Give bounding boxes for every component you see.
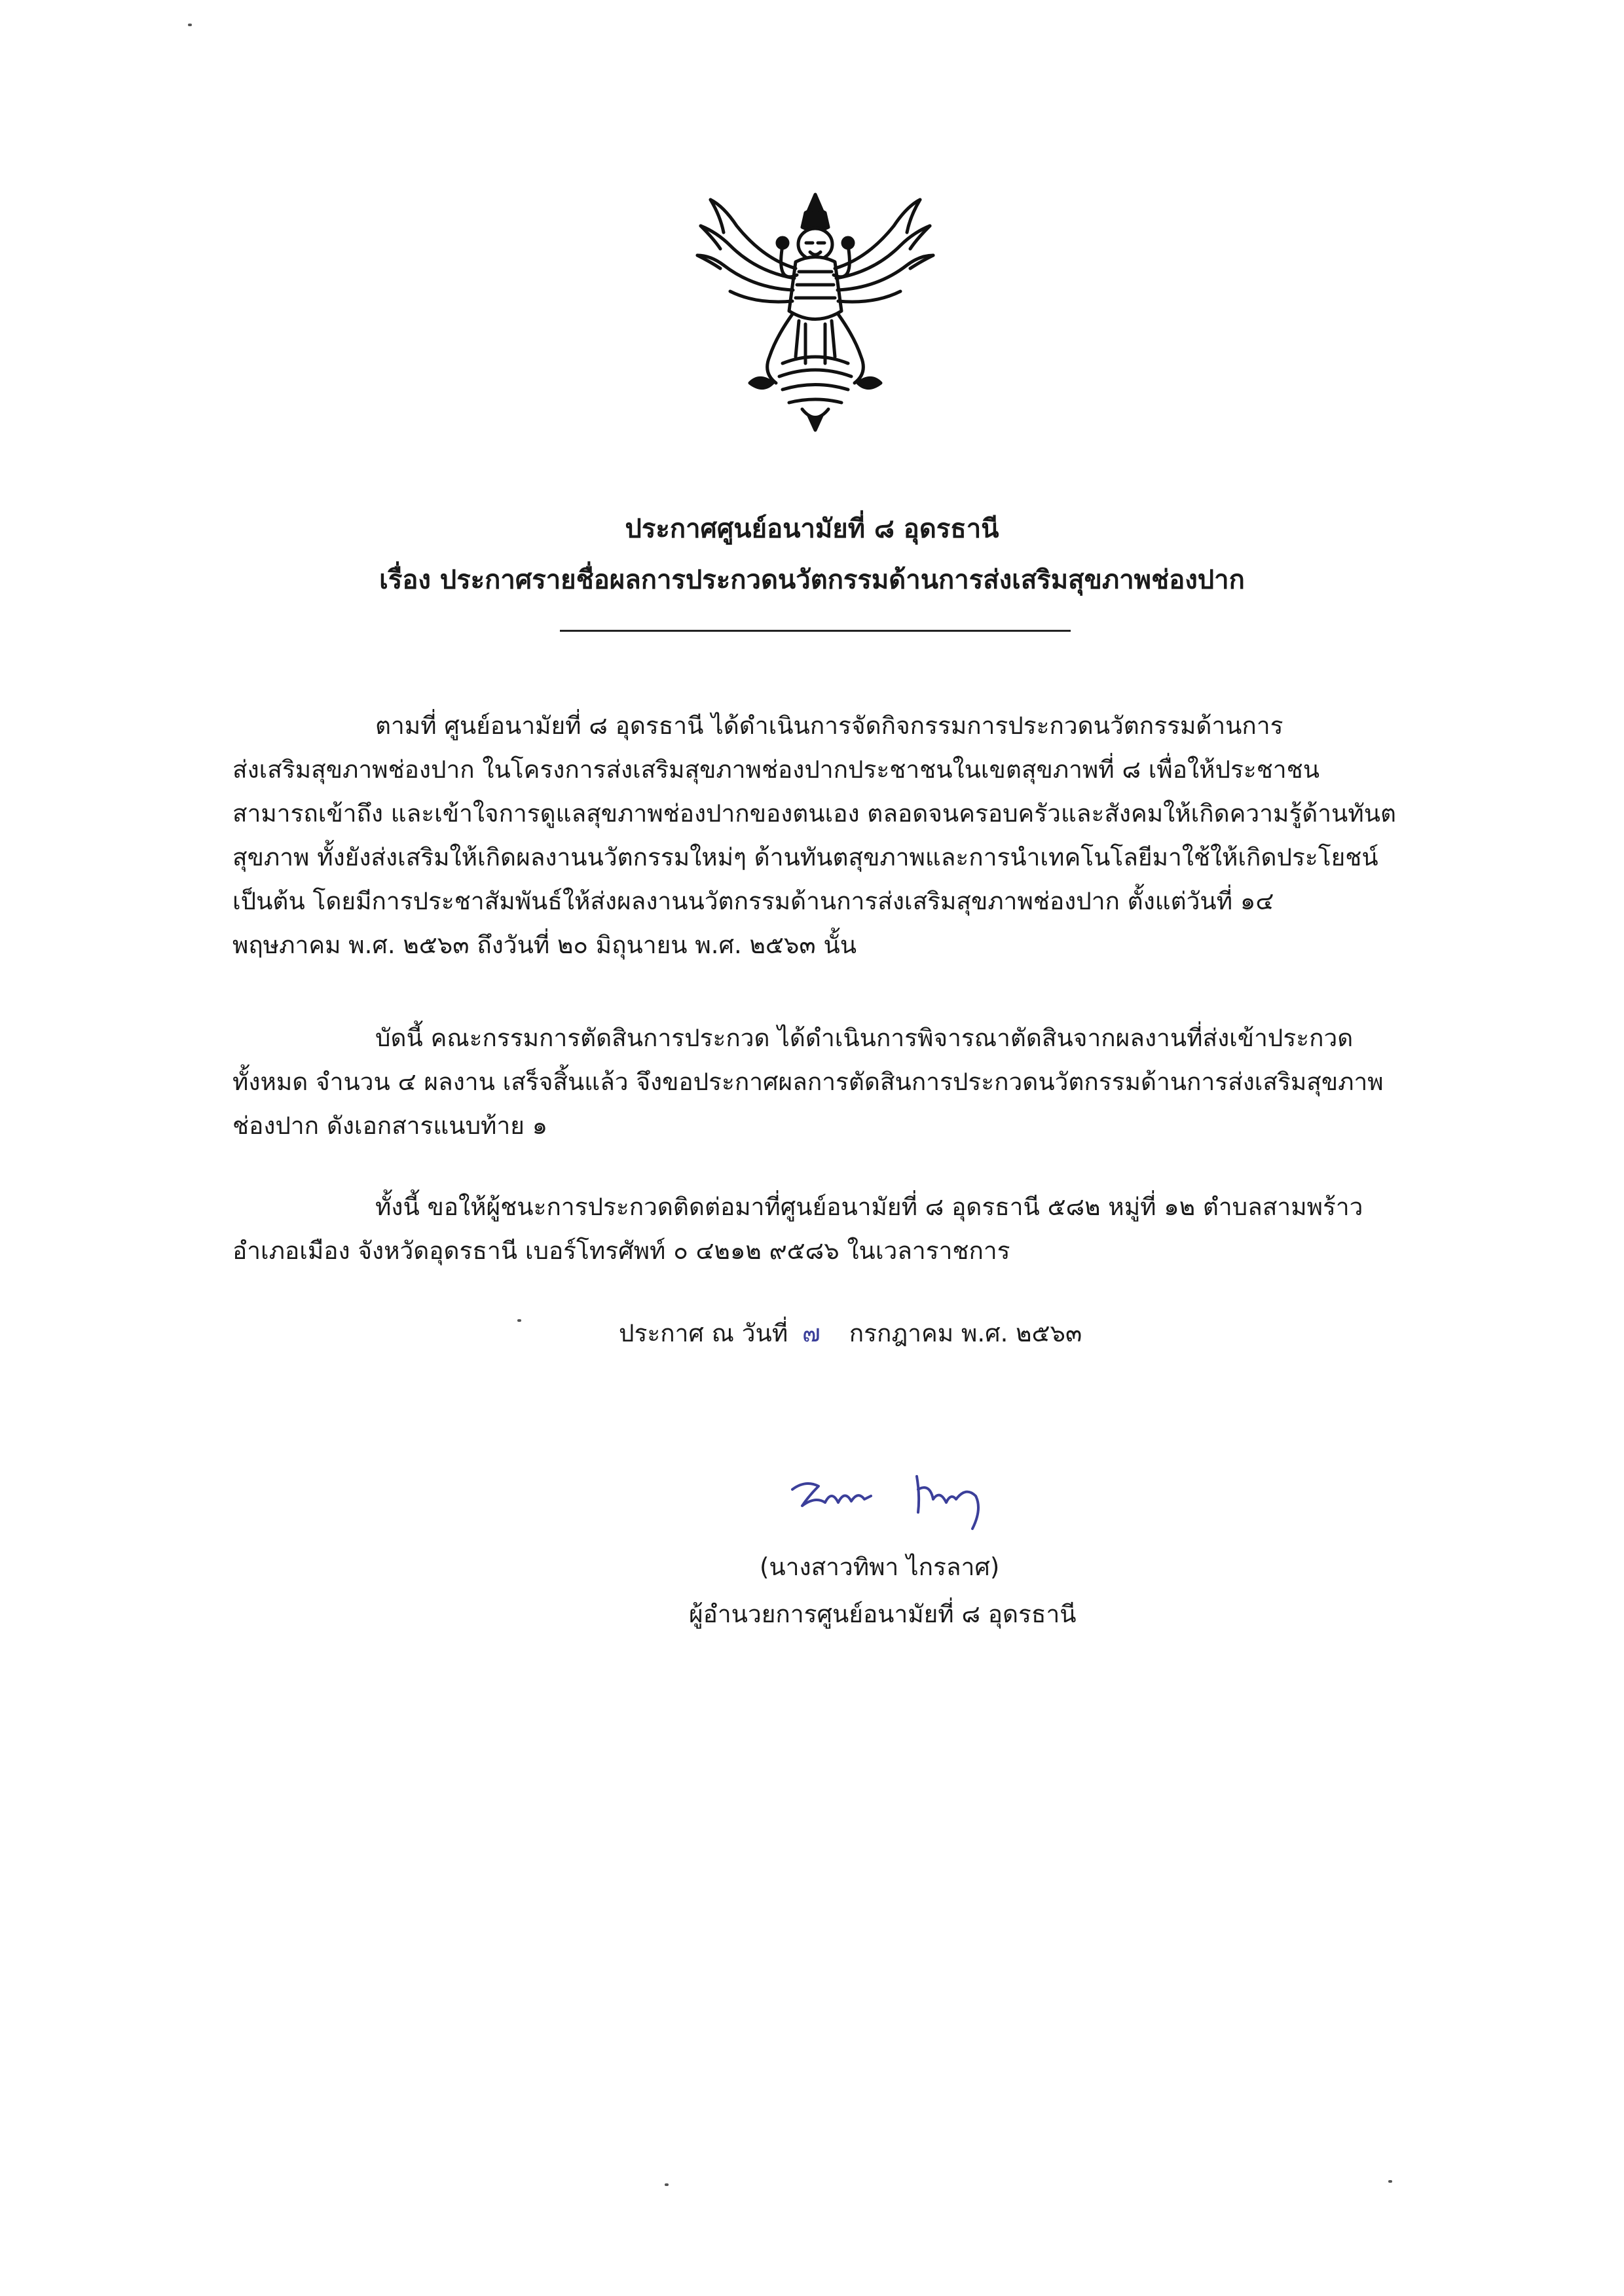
signatory-name: (นางสาวทิพา ไกรลาศ) — [760, 1553, 1000, 1581]
handwritten-signature-icon — [779, 1450, 1041, 1535]
paragraph-contact — [232, 1185, 1447, 1273]
paragraph-line: ส่งเสริมสุขภาพช่องปาก ในโครงการส่งเสริมสุขภาพช่องปากประชาชนในเขตสุขภาพที่ ๘ เพื่อให้ประชาชน — [232, 756, 1320, 784]
title-divider — [560, 630, 1071, 632]
paragraph-line: สามารถเข้าถึง และเข้าใจการดูแลสุขภาพช่องปากของตนเอง ตลอดจนครอบครัวและสังคมให้เกิดความรู้ด้านทันต — [232, 799, 1397, 828]
paragraph-line: อำเภอเมือง จังหวัดอุดรธานี เบอร์โทรศัพท์ ๐ ๔๒๑๒ ๙๕๘๖ ในเวลาราชการ — [232, 1237, 1010, 1265]
announcement-date — [619, 1311, 1082, 1355]
paragraph-background — [232, 704, 1447, 967]
scan-speck — [665, 2183, 669, 2186]
paragraph-line: บัดนี้ คณะกรรมการตัดสินการประกวด ได้ดำเนินการพิจารณาตัดสินจากผลงานที่ส่งเข้าประกวด — [375, 1024, 1354, 1052]
paragraph-result — [232, 1016, 1447, 1148]
scan-speck — [1388, 2180, 1392, 2183]
date-prefix: ประกาศ ณ วันที่ — [619, 1319, 788, 1347]
paragraph-line: ช่องปาก ดังเอกสารแนบท้าย ๑ — [232, 1112, 548, 1140]
paragraph-line: สุขภาพ ทั้งยังส่งเสริมให้เกิดผลงานนวัตกรรมใหม่ๆ ด้านทันตสุขภาพและการนำเทคโนโลยีมาใช้ให้เกิดประโยชน์ — [232, 843, 1378, 871]
announcement-subject: เรื่อง ประกาศรายชื่อผลการประกวดนวัตกรรมด้านการส่งเสริมสุขภาพช่องปาก — [379, 565, 1245, 595]
paragraph-line: ตามที่ ศูนย์อนามัยที่ ๘ อุดรธานี ได้ดำเนินการจัดกิจกรรมการประกวดนวัตกรรมด้านการ — [375, 712, 1283, 740]
scan-speck — [517, 1319, 521, 1322]
date-suffix: กรกฎาคม พ.ศ. ๒๕๖๓ — [849, 1319, 1082, 1347]
announcement-title: ประกาศศูนย์อนามัยที่ ๘ อุดรธานี — [625, 514, 999, 544]
paragraph-line: ทั้งหมด จำนวน ๔ ผลงาน เสร็จสิ้นแล้ว จึงขอประกาศผลการตัดสินการประกวดนวัตกรรมด้านการส่งเสริมสุขภาพ — [232, 1068, 1384, 1096]
handwritten-day: ๗ — [802, 1319, 821, 1347]
signatory-position: ผู้อำนวยการศูนย์อนามัยที่ ๘ อุดรธานี — [689, 1600, 1077, 1628]
scan-speck — [188, 24, 192, 26]
paragraph-line: ทั้งนี้ ขอให้ผู้ชนะการประกวดติดต่อมาที่ศูนย์อนามัยที่ ๘ อุดรธานี ๕๘๒ หมู่ที่ ๑๒ ตำบลสามพร้าว — [375, 1193, 1363, 1221]
paragraph-line: เป็นต้น โดยมีการประชาสัมพันธ์ให้ส่งผลงานนวัตกรรมด้านการส่งเสริมสุขภาพช่องปาก ตั้งแต่วันที่ ๑๔ — [232, 887, 1274, 915]
garuda-emblem-icon — [684, 187, 946, 435]
paragraph-line: พฤษภาคม พ.ศ. ๒๕๖๓ ถึงวันที่ ๒๐ มิถุนายน พ.ศ. ๒๕๖๓ นั้น — [232, 931, 857, 959]
